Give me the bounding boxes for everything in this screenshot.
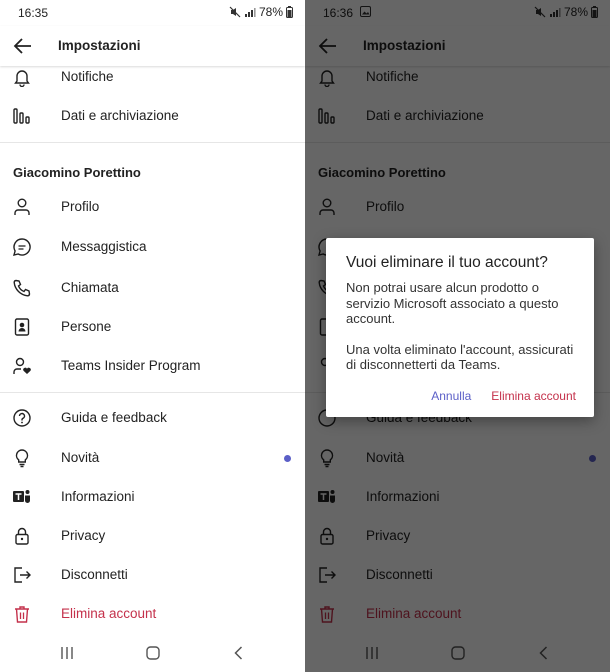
menu-item-sign-out[interactable] <box>0 557 305 593</box>
page-title: Impostazioni <box>58 38 141 53</box>
signal-icon <box>244 6 256 18</box>
teams-logo-icon <box>12 487 32 507</box>
person-heart-icon <box>12 356 32 376</box>
menu-item-label: Guida e feedback <box>61 410 167 425</box>
cancel-button[interactable]: Annulla <box>431 389 472 403</box>
menu-item-notifications[interactable] <box>0 59 305 95</box>
menu-item-label: Privacy <box>61 528 106 543</box>
lightbulb-icon <box>12 448 32 468</box>
home-icon[interactable] <box>144 644 162 662</box>
divider <box>0 142 305 143</box>
person-icon <box>12 197 32 217</box>
menu-item-profile[interactable] <box>0 189 305 225</box>
menu-item-label: Profilo <box>61 199 100 214</box>
menu-item-label: Teams Insider Program <box>61 358 201 373</box>
dialog-body-text-1: Non potrai usare alcun prodotto o servizio Microsoft associato a questo account. <box>346 280 559 326</box>
dialog-body <box>346 280 581 388</box>
section-title-account: Giacomino Porettino <box>13 165 141 180</box>
battery-icon <box>286 6 293 18</box>
recent-apps-icon[interactable] <box>58 644 76 662</box>
bell-icon <box>12 67 32 87</box>
menu-item-call[interactable] <box>0 270 305 306</box>
contact-icon <box>12 317 32 337</box>
menu-item-label: Disconnetti <box>61 567 128 582</box>
menu-item-label: Novità <box>61 450 100 465</box>
menu-item-people[interactable] <box>0 309 305 345</box>
menu-item-info[interactable] <box>0 479 305 515</box>
dialog-actions <box>431 389 576 403</box>
phone-icon <box>12 278 32 298</box>
menu-item-label: Persone <box>61 319 112 334</box>
confirm-delete-button[interactable]: Elimina account <box>491 389 576 403</box>
status-icons <box>229 5 293 19</box>
chat-icon <box>12 237 32 257</box>
status-bar <box>0 0 305 26</box>
help-icon <box>12 408 32 428</box>
menu-item-label: Notifiche <box>61 69 114 84</box>
delete-account-dialog <box>326 238 594 417</box>
menu-item-label: Dati e archiviazione <box>61 108 179 123</box>
unread-dot <box>284 455 291 462</box>
dialog-title: Vuoi eliminare il tuo account? <box>346 254 548 271</box>
lock-icon <box>12 526 32 546</box>
system-nav-bar <box>0 634 305 672</box>
menu-item-label: Chiamata <box>61 280 119 295</box>
menu-item-whats-new[interactable] <box>0 440 305 476</box>
back-nav-icon[interactable] <box>230 644 248 662</box>
menu-item-label: Elimina account <box>61 606 157 621</box>
menu-item-data-storage[interactable] <box>0 98 305 134</box>
battery-text: 78% <box>258 5 283 19</box>
divider <box>0 392 305 393</box>
menu-item-help[interactable] <box>0 400 305 436</box>
menu-item-delete-account[interactable] <box>0 596 305 632</box>
back-arrow-icon[interactable] <box>12 35 34 57</box>
menu-item-messaging[interactable] <box>0 229 305 265</box>
menu-item-label: Informazioni <box>61 489 135 504</box>
mute-icon <box>229 6 241 18</box>
trash-icon <box>12 604 32 624</box>
sign-out-icon <box>12 565 32 585</box>
menu-item-insider[interactable] <box>0 348 305 384</box>
menu-item-privacy[interactable] <box>0 518 305 554</box>
status-time: 16:35 <box>18 6 49 20</box>
storage-icon <box>12 106 32 126</box>
dialog-body-text-2: Una volta eliminato l'account, assicurati di disconnetterti da Teams. <box>346 341 574 372</box>
menu-item-label: Messaggistica <box>61 239 147 254</box>
